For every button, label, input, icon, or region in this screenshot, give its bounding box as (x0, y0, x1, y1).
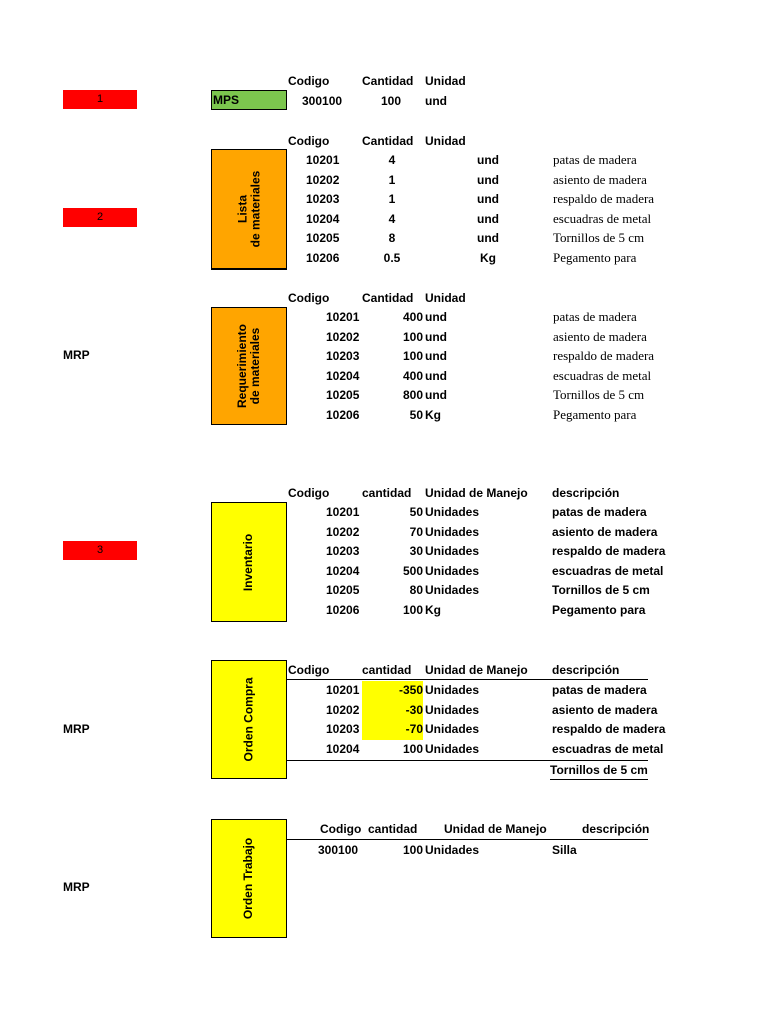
mps-header-codigo: Codigo (288, 74, 330, 88)
lista-row-unidad: und (477, 192, 499, 206)
lista-row-cantidad: 4 (388, 153, 396, 167)
oc-extra-underline (550, 779, 648, 780)
mps-unidad: und (425, 94, 447, 108)
oc-row-desc: respaldo de madera (552, 722, 666, 736)
lista-row-unidad: und (477, 153, 499, 167)
inv-row-unidad: Unidades (425, 544, 480, 558)
inv-label: Inventario (241, 533, 256, 591)
oc-row-unidad: Unidades (425, 722, 480, 736)
oc-row-unidad: Unidades (425, 702, 480, 717)
mps-header-cantidad: Cantidad (362, 74, 414, 88)
ot-row-unidad: Unidades (425, 843, 480, 857)
oc-extra-desc: Tornillos de 5 cm (550, 763, 648, 777)
lista-header-codigo: Codigo (288, 134, 330, 148)
ot-header-unidad: Unidad de Manejo (444, 822, 547, 836)
lista-row-codigo: 10205 (306, 231, 340, 245)
mrp-label-2: MRP (63, 722, 90, 736)
req-row-unidad: und (425, 368, 447, 383)
oc-row-desc: patas de madera (552, 683, 647, 697)
ot-header-cantidad: cantidad (368, 822, 418, 836)
req-row-unidad: Kg (425, 407, 441, 422)
oc-row-unidad: Unidades (425, 741, 480, 756)
oc-row-desc: escuadras de metal (552, 741, 664, 756)
inv-row-desc: asiento de madera (552, 524, 658, 539)
req-row-desc: asiento de madera (553, 328, 647, 344)
req-row-cantidad: 100 (402, 349, 423, 363)
lista-label (236, 171, 262, 248)
oc-row-desc: asiento de madera (552, 702, 658, 717)
lista-row-codigo: 10201 (306, 153, 340, 167)
inv-row-codigo: 10206 (326, 602, 360, 617)
req-label-box (211, 307, 287, 425)
req-row-cantidad: 400 (402, 310, 423, 324)
req-row-desc: patas de madera (553, 309, 637, 324)
req-row-codigo: 10206 (326, 407, 360, 422)
req-row-codigo: 10204 (326, 368, 360, 383)
lista-row-cantidad: 8 (388, 231, 396, 245)
req-row-cantidad: 50 (409, 407, 423, 422)
oc-row-unidad: Unidades (425, 683, 480, 697)
inv-row-codigo: 10203 (326, 544, 360, 558)
inv-row-desc: escuadras de metal (552, 563, 664, 578)
oc-row-codigo: 10201 (326, 683, 360, 697)
ot-header-divider (287, 839, 648, 840)
req-row-cantidad: 800 (402, 388, 423, 402)
inv-header-cantidad: cantidad (362, 486, 412, 500)
lista-row-cantidad: 1 (388, 172, 396, 187)
req-row-cantidad: 400 (402, 368, 423, 383)
oc-row-cantidad: -70 (405, 722, 423, 736)
mps-codigo: 300100 (302, 94, 343, 108)
req-header-codigo: Codigo (288, 291, 330, 305)
lista-row-unidad: und (477, 231, 499, 245)
req-header-cantidad: Cantidad (362, 291, 414, 305)
lista-row-unidad: und (477, 211, 499, 226)
req-row-codigo: 10203 (326, 349, 360, 363)
lista-header-cantidad: Cantidad (362, 134, 414, 148)
req-row-desc: Pegamento para (553, 406, 637, 422)
step-marker-1: 1 (63, 90, 137, 109)
inv-row-unidad: Unidades (425, 583, 480, 597)
req-label (236, 324, 262, 408)
req-label-line2: de materiales (248, 327, 263, 405)
lista-label-line1: Lista (235, 195, 249, 224)
inv-row-codigo: 10204 (326, 563, 360, 578)
lista-row-cantidad: 0.5 (383, 250, 401, 265)
lista-row-desc: escuadras de metal (553, 210, 652, 226)
inv-row-desc: Pegamento para (552, 602, 646, 617)
lista-row-codigo: 10206 (306, 250, 340, 265)
ot-label-box (211, 819, 287, 938)
inv-row-desc: respaldo de madera (552, 544, 666, 558)
inv-row-desc: patas de madera (552, 505, 647, 519)
lista-row-unidad: Kg (480, 250, 496, 265)
req-row-desc: escuadras de metal (553, 367, 652, 383)
inv-label-box (211, 502, 287, 622)
inv-row-unidad: Unidades (425, 505, 480, 519)
oc-label: Orden Compra (241, 677, 256, 762)
oc-header-cantidad: cantidad (362, 663, 412, 677)
inv-row-codigo: 10202 (326, 524, 360, 539)
oc-row-codigo: 10202 (326, 702, 360, 717)
oc-row-codigo: 10203 (326, 722, 360, 736)
req-label-line1: Requerimiento (235, 323, 250, 409)
step-marker-3: 3 (63, 541, 137, 560)
lista-row-unidad: und (477, 172, 499, 187)
lista-row-codigo: 10204 (306, 211, 340, 226)
inv-row-unidad: Unidades (425, 563, 480, 578)
lista-row-codigo: 10203 (306, 192, 340, 206)
inv-row-cantidad: 80 (409, 583, 423, 597)
lista-row-desc: asiento de madera (553, 171, 647, 187)
mps-cantidad: 100 (381, 94, 402, 108)
ot-header-descripcion: descripción (582, 822, 650, 836)
ot-row-codigo: 300100 (318, 843, 359, 857)
ot-header-codigo: Codigo (320, 822, 362, 836)
inv-row-cantidad: 50 (409, 505, 423, 519)
req-row-codigo: 10201 (326, 310, 360, 324)
inv-row-codigo: 10205 (326, 583, 360, 597)
lista-label-box (211, 149, 287, 270)
req-row-unidad: und (425, 329, 447, 344)
req-row-codigo: 10205 (326, 388, 360, 402)
oc-footer-divider (287, 760, 648, 761)
inv-row-codigo: 10201 (326, 505, 360, 519)
oc-row-cantidad: 100 (402, 741, 423, 756)
oc-row-cantidad: -350 (398, 683, 423, 697)
inv-header-unidad: Unidad de Manejo (425, 486, 528, 500)
oc-row-cantidad: -30 (405, 702, 423, 717)
inv-row-cantidad: 500 (402, 563, 423, 578)
lista-row-desc: patas de madera (553, 152, 637, 167)
lista-header-unidad: Unidad (425, 134, 466, 148)
lista-row-desc: respaldo de madera (553, 191, 655, 206)
inv-row-cantidad: 30 (409, 544, 423, 558)
inv-row-unidad: Unidades (425, 524, 480, 539)
req-row-desc: Tornillos de 5 cm (553, 387, 645, 402)
ot-row-desc: Silla (552, 843, 577, 857)
mrp-label-1: MRP (63, 348, 90, 362)
inv-row-cantidad: 70 (409, 524, 423, 539)
inv-header-descripcion: descripción (552, 486, 620, 500)
oc-header-descripcion: descripción (552, 663, 620, 677)
inv-header-codigo: Codigo (288, 486, 330, 500)
inv-row-unidad: Kg (425, 602, 441, 617)
req-row-desc: respaldo de madera (553, 348, 655, 363)
mps-label: MPS (211, 90, 287, 110)
req-row-cantidad: 100 (402, 329, 423, 344)
req-row-unidad: und (425, 388, 447, 402)
req-header-unidad: Unidad (425, 291, 466, 305)
oc-label-box (211, 660, 287, 779)
oc-row-codigo: 10204 (326, 741, 360, 756)
ot-row-cantidad: 100 (402, 843, 423, 857)
mrp-label-3: MRP (63, 880, 90, 894)
oc-header-codigo: Codigo (288, 663, 330, 677)
step-marker-2: 2 (63, 208, 137, 227)
req-row-codigo: 10202 (326, 329, 360, 344)
req-row-unidad: und (425, 349, 447, 363)
inv-row-cantidad: 100 (402, 602, 423, 617)
req-row-unidad: und (425, 310, 447, 324)
mps-header-unidad: Unidad (425, 74, 466, 88)
oc-header-divider (287, 679, 648, 680)
oc-header-unidad: Unidad de Manejo (425, 663, 528, 677)
lista-row-desc: Tornillos de 5 cm (553, 230, 645, 245)
lista-row-codigo: 10202 (306, 172, 340, 187)
lista-row-desc: Pegamento para (553, 249, 637, 265)
lista-row-cantidad: 1 (388, 192, 396, 206)
inv-row-desc: Tornillos de 5 cm (552, 583, 650, 597)
lista-label-line2: de materiales (248, 170, 262, 248)
lista-row-cantidad: 4 (388, 211, 396, 226)
ot-label: Orden Trabajo (241, 837, 256, 920)
